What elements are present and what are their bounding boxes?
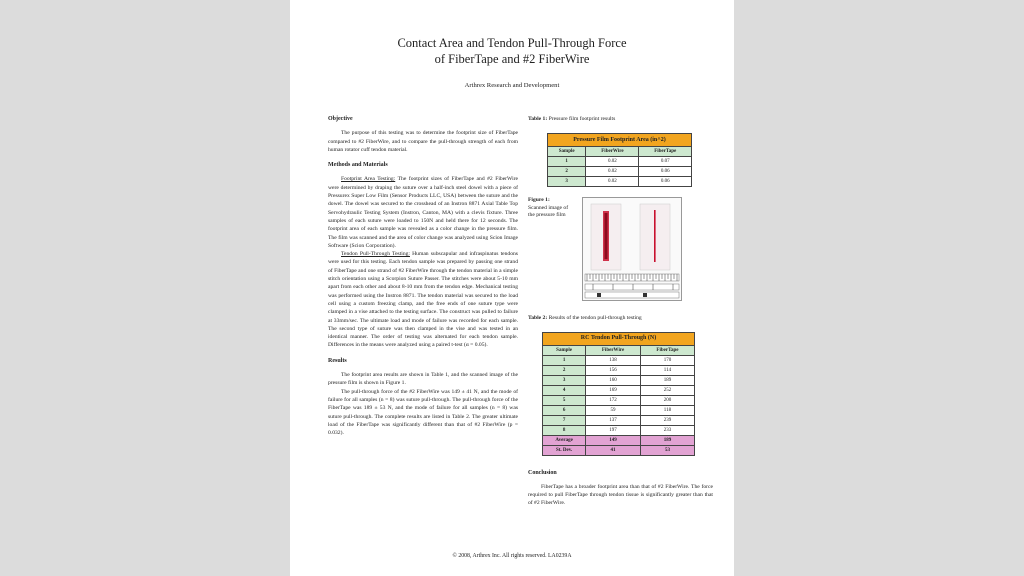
results-heading: Results [328, 357, 347, 364]
footprint-label: Footprint Area Testing: [341, 176, 396, 183]
table-row: 8 197 233 [543, 425, 695, 435]
conclusion-text: FiberTape has a broader footprint area than that of #2 FiberWire. The force required to pull FiberTape through tendon tissue is significantly greater than that of #2 FiberWire. [528, 483, 713, 507]
footprint-paragraph [328, 175, 518, 250]
left-column [328, 115, 518, 437]
stdev-row: St. Dev. 41 53 [543, 445, 695, 455]
figure1-label: Figure 1: [528, 197, 550, 204]
results-paragraph-1: The footprint area results are shown in Table 1, and the scanned image of the pressure film is shown in Figure 1. [328, 372, 518, 387]
pullthrough-paragraph [328, 250, 518, 350]
table-row: 4 169 252 [543, 385, 695, 395]
figure1-text: Scanned image of the pressure film [528, 204, 569, 219]
pressure-film-image [582, 197, 682, 301]
table2 [542, 332, 695, 456]
table1-col-header: Sample [548, 147, 586, 157]
title-line-1: Contact Area and Tendon Pull-Through Force [397, 36, 627, 50]
figure1-caption [528, 197, 574, 301]
figure1-block [528, 197, 713, 301]
table-row: 1 0.02 0.07 [548, 157, 692, 167]
pullthrough-label: Tendon Pull-Through Testing: [341, 251, 410, 258]
table-row: 6 59 118 [543, 405, 695, 415]
methods-heading: Methods and Materials [328, 162, 388, 169]
table-row: 7 137 239 [543, 415, 695, 425]
table2-col-header: Sample [543, 345, 586, 355]
right-column [528, 115, 713, 508]
objective-heading: Objective [328, 116, 353, 122]
table-row: 3 160 189 [543, 375, 695, 385]
footprint-text: The footprint sizes of FiberTape and #2 FiberWire were determined by draping the suture over a half-inch steel dowel with a piece of Pressurex Super Low Film (Sensor Products LLC, USA) between the suture and the dowel. The dowel was secured to the crosshead of an Instron 8871 Axial Table Top Servohydraulic Testing System (Instron, Canton, MA) with a clevis fixture. Three samples of each suture were loaded to 150N and held there for 12 seconds. The footprint area of each sample was revealed as a color change in the pressure film. The film was scanned and the area of color change was analyzed using Scion Image Software (Scion Corporation). [328, 176, 518, 249]
table-row: 5 172 200 [543, 395, 695, 405]
document-title [290, 35, 734, 67]
results-paragraph-2: The pull-through force of the #2 FiberWire was 149 ± 41 N, and the mode of failure for all samples (n = 8) was suture pull-through. The pull-through force of the FiberTape was 189 ± 53 N, and the mode of failure for all samples (n = 8) was suture pull-through. The complete results are listed in Table 2. The greater ultimate load of the FiberTape was significantly different than that of #2 FiberWire (p = 0.032). [328, 388, 518, 437]
table2-col-header: FiberWire [586, 345, 641, 355]
table1-col-header: FiberTape [639, 147, 692, 157]
table1 [547, 133, 692, 187]
table-row: 2 156 114 [543, 365, 695, 375]
table2-col-header: FiberTape [640, 345, 694, 355]
table-row: 2 0.02 0.06 [548, 167, 692, 177]
footer-copyright: © 2008, Arthrex Inc. All rights reserved. LA0239A [452, 553, 572, 559]
table2-header: RC Tendon Pull-Through (N) [543, 332, 695, 345]
document-subtitle: Arthrex Research and Development [464, 82, 560, 89]
conclusion-heading: Conclusion [528, 469, 557, 476]
document-page [290, 0, 734, 576]
table2-caption: Table 2: Results of the tendon pull-through testing [528, 315, 642, 322]
table1-header: Pressure Film Footprint Area (in^2) [548, 134, 692, 147]
title-line-2: of FiberTape and #2 FiberWire [434, 52, 590, 66]
objective-text: The purpose of this testing was to determine the footprint size of FiberTape compared to #2 FiberWire, and to compare the pull-through strength of each from human rotator cuff tendon material. [328, 130, 518, 153]
pullthrough-text: Human subscapular and infraspinatus tendons were used for this testing. Each tendon sample was prepared by passing one strand of FiberTape and one strand of #2 FiberWire through the tendon material in a simple stitch orientation using a Scorpion Suture Passer. The stitches were about 5-10 mm apart from each other and about 8-10 mm from the tendon edge. Mechanical testing was performed using the Instron 8871. The tendon material was secured to the load cell using a custom freezing clamp, and the free ends of one suture type were clamped in a vise attached to the testing surface. The construct was pulled to failure at 33mm/sec. The ultimate load and mode of failure was recorded for each sample. The second type of suture was then clamped in the vise and was tested in an identical manner. The order of testing was alternated for each tendon sample. Differences in the means were analyzed using a paired t-test (α = 0.05). [328, 251, 518, 349]
pressure-film-graphic [583, 198, 681, 300]
table1-col-header: FiberWire [586, 147, 639, 157]
table-row: 3 0.02 0.06 [548, 177, 692, 187]
table1-caption: Table 1: Pressure film footprint results [528, 116, 616, 122]
table-row: 1 138 170 [543, 355, 695, 365]
average-row: Average 149 189 [543, 435, 695, 445]
